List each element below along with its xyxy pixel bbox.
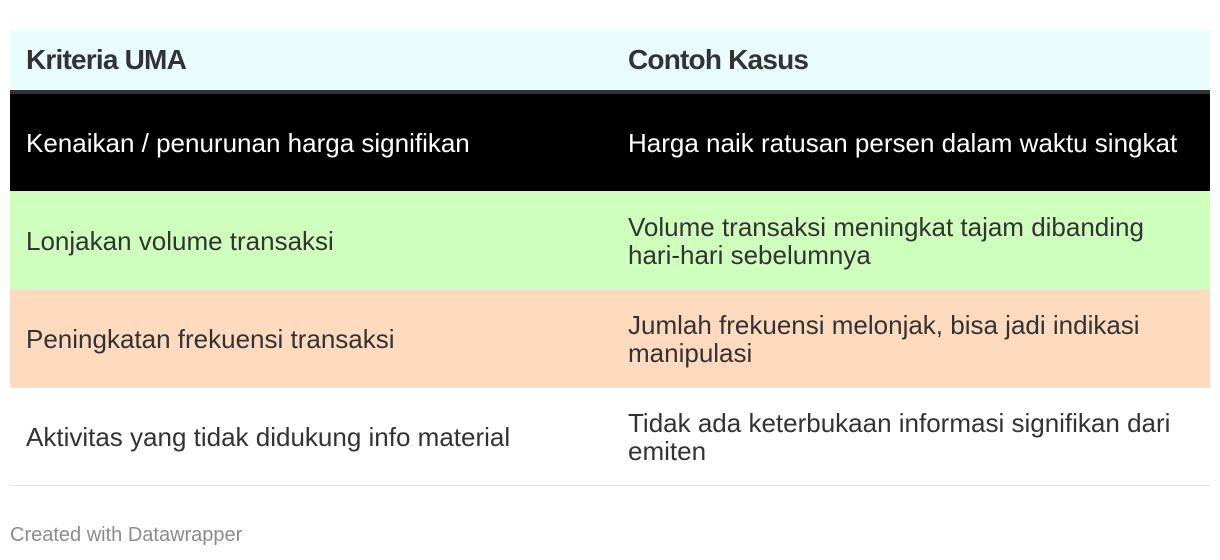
example-cell: Volume transaksi meningkat tajam dibanding hari-hari sebelumnya [628,211,1144,270]
example-cell: Harga naik ratusan persen dalam waktu singkat [628,127,1178,158]
example-cell: Jumlah frekuensi melonjak, bisa jadi indikasi manipulasi [628,309,1140,368]
criteria-cell: Lonjakan volume transaksi [26,225,334,256]
datawrapper-credit-link[interactable]: Created with Datawrapper [10,524,243,546]
table-row [10,290,1210,388]
example-cell: Tidak ada keterbukaan informasi signifikan dari emiten [628,407,1171,466]
column-header-criteria: Kriteria UMA [26,44,186,75]
data-table [10,30,1210,486]
criteria-cell: Aktivitas yang tidak didukung info material [26,421,511,452]
criteria-cell: Peningkatan frekuensi transaksi [26,323,395,354]
column-header-example: Contoh Kasus [628,44,809,75]
table-row [10,192,1210,290]
table-header-row [10,30,1210,94]
criteria-cell: Kenaikan / penurunan harga signifikan [26,127,470,158]
table-row [10,94,1210,192]
table-row [10,388,1210,486]
